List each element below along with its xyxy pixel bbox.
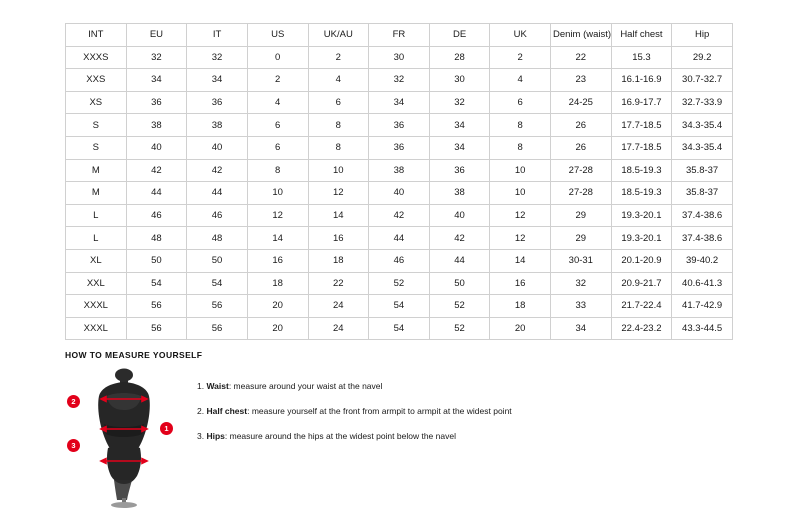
- cell-r12-c5: 54: [369, 317, 430, 340]
- cell-r10-c1: 54: [126, 272, 187, 295]
- table-row: [66, 249, 733, 272]
- column-header-3: US: [247, 24, 308, 47]
- cell-r6-c10: 35.8-37: [672, 182, 733, 205]
- measure-instruction-2: [197, 406, 512, 417]
- cell-r6-c2: 44: [187, 182, 248, 205]
- cell-r12-c2: 56: [187, 317, 248, 340]
- cell-r4-c5: 36: [369, 136, 430, 159]
- cell-r6-c4: 12: [308, 182, 369, 205]
- cell-r1-c6: 30: [429, 69, 490, 92]
- cell-r12-c9: 22.4-23.2: [611, 317, 672, 340]
- cell-r4-c8: 26: [551, 136, 612, 159]
- cell-r12-c8: 34: [551, 317, 612, 340]
- cell-r9-c0: XL: [66, 249, 127, 272]
- cell-r12-c7: 20: [490, 317, 551, 340]
- cell-r5-c5: 38: [369, 159, 430, 182]
- cell-r2-c3: 4: [247, 91, 308, 114]
- cell-r4-c10: 34.3-35.4: [672, 136, 733, 159]
- cell-r4-c9: 17.7-18.5: [611, 136, 672, 159]
- cell-r11-c3: 20: [247, 295, 308, 318]
- cell-r3-c6: 34: [429, 114, 490, 137]
- cell-r7-c4: 14: [308, 204, 369, 227]
- size-chart-body: [66, 46, 733, 340]
- cell-r2-c9: 16.9-17.7: [611, 91, 672, 114]
- cell-r8-c5: 44: [369, 227, 430, 250]
- cell-r9-c7: 14: [490, 249, 551, 272]
- cell-r5-c3: 8: [247, 159, 308, 182]
- cell-r3-c9: 17.7-18.5: [611, 114, 672, 137]
- cell-r9-c8: 30-31: [551, 249, 612, 272]
- cell-r6-c3: 10: [247, 182, 308, 205]
- cell-r8-c3: 14: [247, 227, 308, 250]
- cell-r6-c8: 27-28: [551, 182, 612, 205]
- cell-r2-c5: 34: [369, 91, 430, 114]
- cell-r3-c8: 26: [551, 114, 612, 137]
- table-row: [66, 204, 733, 227]
- measure-instruction-term-1: Waist: [206, 381, 229, 391]
- cell-r10-c5: 52: [369, 272, 430, 295]
- cell-r9-c9: 20.1-20.9: [611, 249, 672, 272]
- cell-r6-c5: 40: [369, 182, 430, 205]
- column-header-4: UK/AU: [308, 24, 369, 47]
- cell-r0-c5: 30: [369, 46, 430, 69]
- measure-badge-2: 2: [67, 395, 80, 408]
- cell-r4-c3: 6: [247, 136, 308, 159]
- cell-r3-c0: S: [66, 114, 127, 137]
- cell-r12-c0: XXXL: [66, 317, 127, 340]
- cell-r4-c2: 40: [187, 136, 248, 159]
- cell-r12-c3: 20: [247, 317, 308, 340]
- cell-r1-c3: 2: [247, 69, 308, 92]
- cell-r8-c0: L: [66, 227, 127, 250]
- cell-r10-c6: 50: [429, 272, 490, 295]
- table-row: [66, 46, 733, 69]
- cell-r1-c4: 4: [308, 69, 369, 92]
- how-to-measure-section: [65, 350, 735, 508]
- column-header-1: EU: [126, 24, 187, 47]
- cell-r12-c4: 24: [308, 317, 369, 340]
- cell-r11-c1: 56: [126, 295, 187, 318]
- cell-r10-c0: XXL: [66, 272, 127, 295]
- cell-r11-c4: 24: [308, 295, 369, 318]
- measure-instruction-number-2: 2.: [197, 406, 205, 417]
- mannequin-illustration: [87, 368, 161, 508]
- cell-r2-c6: 32: [429, 91, 490, 114]
- column-header-5: FR: [369, 24, 430, 47]
- cell-r1-c0: XXS: [66, 69, 127, 92]
- cell-r2-c8: 24-25: [551, 91, 612, 114]
- cell-r8-c9: 19.3-20.1: [611, 227, 672, 250]
- cell-r11-c6: 52: [429, 295, 490, 318]
- measure-instructions-list: [185, 368, 512, 456]
- cell-r9-c3: 16: [247, 249, 308, 272]
- cell-r11-c0: XXXL: [66, 295, 127, 318]
- measure-instruction-text-3: : measure around the hips at the widest point below the navel: [224, 431, 456, 442]
- table-row: [66, 91, 733, 114]
- cell-r5-c6: 36: [429, 159, 490, 182]
- cell-r11-c10: 41.7-42.9: [672, 295, 733, 318]
- cell-r5-c1: 42: [126, 159, 187, 182]
- cell-r1-c1: 34: [126, 69, 187, 92]
- cell-r11-c7: 18: [490, 295, 551, 318]
- cell-r3-c1: 38: [126, 114, 187, 137]
- cell-r7-c2: 46: [187, 204, 248, 227]
- cell-r7-c7: 12: [490, 204, 551, 227]
- measure-instruction-3: [197, 431, 512, 442]
- cell-r8-c7: 12: [490, 227, 551, 250]
- cell-r1-c8: 23: [551, 69, 612, 92]
- measure-instruction-text-2: : measure yourself at the front from armpit to armpit at the widest point: [247, 406, 512, 417]
- cell-r10-c8: 32: [551, 272, 612, 295]
- cell-r2-c7: 6: [490, 91, 551, 114]
- size-chart-header: [66, 24, 733, 47]
- column-header-10: Hip: [672, 24, 733, 47]
- cell-r11-c9: 21.7-22.4: [611, 295, 672, 318]
- cell-r4-c1: 40: [126, 136, 187, 159]
- cell-r5-c7: 10: [490, 159, 551, 182]
- cell-r8-c1: 48: [126, 227, 187, 250]
- cell-r7-c0: L: [66, 204, 127, 227]
- cell-r7-c10: 37.4-38.6: [672, 204, 733, 227]
- cell-r6-c0: M: [66, 182, 127, 205]
- cell-r8-c10: 37.4-38.6: [672, 227, 733, 250]
- cell-r7-c6: 40: [429, 204, 490, 227]
- measure-instruction-1: [197, 381, 512, 392]
- cell-r11-c5: 54: [369, 295, 430, 318]
- cell-r4-c0: S: [66, 136, 127, 159]
- cell-r0-c2: 32: [187, 46, 248, 69]
- cell-r12-c1: 56: [126, 317, 187, 340]
- cell-r8-c4: 16: [308, 227, 369, 250]
- cell-r12-c6: 52: [429, 317, 490, 340]
- column-header-2: IT: [187, 24, 248, 47]
- table-row: [66, 227, 733, 250]
- measure-instruction-term-2: Half chest: [206, 406, 248, 417]
- cell-r1-c2: 34: [187, 69, 248, 92]
- cell-r4-c4: 8: [308, 136, 369, 159]
- cell-r0-c7: 2: [490, 46, 551, 69]
- cell-r9-c6: 44: [429, 249, 490, 272]
- cell-r0-c6: 28: [429, 46, 490, 69]
- cell-r9-c5: 46: [369, 249, 430, 272]
- table-row: [66, 272, 733, 295]
- column-header-0: INT: [66, 24, 127, 47]
- cell-r3-c7: 8: [490, 114, 551, 137]
- cell-r6-c9: 18.5-19.3: [611, 182, 672, 205]
- column-header-7: UK: [490, 24, 551, 47]
- size-chart-container: [65, 23, 733, 340]
- table-row: [66, 182, 733, 205]
- cell-r8-c6: 42: [429, 227, 490, 250]
- cell-r2-c1: 36: [126, 91, 187, 114]
- cell-r10-c9: 20.9-21.7: [611, 272, 672, 295]
- cell-r7-c3: 12: [247, 204, 308, 227]
- cell-r3-c3: 6: [247, 114, 308, 137]
- measure-instruction-number-1: 1.: [197, 381, 205, 391]
- cell-r5-c9: 18.5-19.3: [611, 159, 672, 182]
- table-row: [66, 136, 733, 159]
- column-header-9: Half chest: [611, 24, 672, 47]
- cell-r1-c7: 4: [490, 69, 551, 92]
- cell-r1-c10: 30.7-32.7: [672, 69, 733, 92]
- cell-r5-c10: 35.8-37: [672, 159, 733, 182]
- cell-r0-c1: 32: [126, 46, 187, 69]
- cell-r7-c5: 42: [369, 204, 430, 227]
- cell-r8-c8: 29: [551, 227, 612, 250]
- cell-r10-c3: 18: [247, 272, 308, 295]
- cell-r1-c9: 16.1-16.9: [611, 69, 672, 92]
- cell-r3-c5: 36: [369, 114, 430, 137]
- table-row: [66, 114, 733, 137]
- measure-badge-3: 3: [67, 439, 80, 452]
- mannequin-figure-column: [65, 368, 185, 508]
- measure-instruction-term-3: Hips: [206, 431, 225, 442]
- cell-r3-c4: 8: [308, 114, 369, 137]
- how-to-measure-title: HOW TO MEASURE YOURSELF: [65, 350, 203, 360]
- cell-r5-c0: M: [66, 159, 127, 182]
- cell-r11-c2: 56: [187, 295, 248, 318]
- size-chart-table: [65, 23, 733, 340]
- cell-r4-c6: 34: [429, 136, 490, 159]
- table-header-row: [66, 24, 733, 47]
- cell-r2-c10: 32.7-33.9: [672, 91, 733, 114]
- how-to-measure-body: [65, 368, 735, 508]
- measure-badge-1: 1: [160, 422, 173, 435]
- cell-r6-c7: 10: [490, 182, 551, 205]
- cell-r0-c4: 2: [308, 46, 369, 69]
- cell-r10-c4: 22: [308, 272, 369, 295]
- cell-r2-c0: XS: [66, 91, 127, 114]
- cell-r9-c1: 50: [126, 249, 187, 272]
- cell-r9-c4: 18: [308, 249, 369, 272]
- table-row: [66, 317, 733, 340]
- cell-r0-c10: 29.2: [672, 46, 733, 69]
- cell-r12-c10: 43.3-44.5: [672, 317, 733, 340]
- column-header-8: Denim (waist): [551, 24, 612, 47]
- cell-r0-c0: XXXS: [66, 46, 127, 69]
- cell-r4-c7: 8: [490, 136, 551, 159]
- table-row: [66, 159, 733, 182]
- cell-r7-c8: 29: [551, 204, 612, 227]
- cell-r9-c10: 39-40.2: [672, 249, 733, 272]
- cell-r2-c4: 6: [308, 91, 369, 114]
- cell-r0-c9: 15.3: [611, 46, 672, 69]
- cell-r0-c8: 22: [551, 46, 612, 69]
- cell-r3-c2: 38: [187, 114, 248, 137]
- cell-r1-c5: 32: [369, 69, 430, 92]
- measure-instruction-text-1: : measure around your waist at the navel: [228, 381, 383, 391]
- cell-r0-c3: 0: [247, 46, 308, 69]
- cell-r3-c10: 34.3-35.4: [672, 114, 733, 137]
- cell-r8-c2: 48: [187, 227, 248, 250]
- column-header-6: DE: [429, 24, 490, 47]
- cell-r7-c1: 46: [126, 204, 187, 227]
- cell-r9-c2: 50: [187, 249, 248, 272]
- cell-r5-c2: 42: [187, 159, 248, 182]
- table-row: [66, 295, 733, 318]
- cell-r10-c2: 54: [187, 272, 248, 295]
- cell-r10-c10: 40.6-41.3: [672, 272, 733, 295]
- cell-r6-c6: 38: [429, 182, 490, 205]
- cell-r11-c8: 33: [551, 295, 612, 318]
- table-row: [66, 69, 733, 92]
- cell-r2-c2: 36: [187, 91, 248, 114]
- cell-r5-c4: 10: [308, 159, 369, 182]
- cell-r5-c8: 27-28: [551, 159, 612, 182]
- measure-instruction-number-3: 3.: [197, 431, 205, 442]
- cell-r6-c1: 44: [126, 182, 187, 205]
- cell-r7-c9: 19.3-20.1: [611, 204, 672, 227]
- cell-r10-c7: 16: [490, 272, 551, 295]
